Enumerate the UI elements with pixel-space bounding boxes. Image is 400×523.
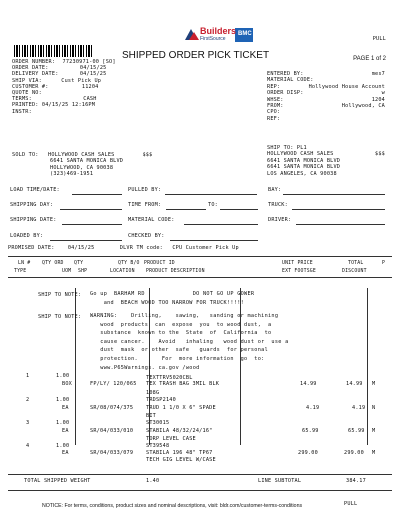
pull-label-bottom: PULL [344,501,358,507]
line-number: 1 [26,373,30,379]
line-location: SR/08/074/375 [90,405,134,411]
entered-by-label: ENTERED BY: [267,71,304,77]
to-label: TO: [208,202,218,208]
line-p: M [372,428,376,434]
line-qty: 1.00 [56,373,70,379]
checked-by-label: CHECKED BY: [128,233,165,239]
sold-to-label: SOLD TO: [12,152,39,158]
sold-to-line: (323)469-1951 [50,171,94,178]
company-logo [183,26,255,44]
line-product-id: TRDSP2140 [146,397,176,403]
ship-to-flag: $$$ [375,151,385,158]
bay-label: BAY: [268,187,282,193]
delivery-date: 04/15/25 [79,71,107,78]
line-qty: 1.00 [56,420,70,426]
instr-label: INSTR: [12,108,32,115]
line-description: STABILA 48/32/24/16" [146,428,213,434]
terms-label: TERMS: [12,96,32,103]
rep: Hollywood House Account [308,83,385,90]
col-qty-bo: QTY B/O [118,261,140,266]
printed-label: PRINTED: 04/15/25 12:16PM [12,102,96,109]
logo-brand: Builders [200,26,237,36]
line-unit-price: 299.00 [298,450,318,456]
ship-to-note-label: SHIP TO NOTE: [38,292,82,298]
col-total: TOTAL [348,261,364,266]
line-number: 2 [26,397,30,403]
promised-date-label: PROMISED DATE: [8,245,55,251]
line-unit-price: 65.99 [302,428,319,434]
header-right [267,71,385,122]
loaded-by-label: LOADED BY: [10,233,44,239]
entered-by: mes7 [371,71,385,77]
col-qty: QTY [74,261,84,266]
line-total: 65.99 [348,428,365,434]
dlvr-label: DLVR TM code: [119,245,163,251]
line-description-2: TORP LEVEL CASE [146,436,196,442]
line-p: N [372,405,376,411]
promised-row [8,245,239,251]
truck-line [292,209,385,210]
ship-via: Cust Pick Up [61,77,102,84]
table-top-rule [8,256,392,257]
line-total: 14.99 [346,381,363,387]
shipping-day-line [60,209,122,210]
col-unit-price: UNIT PRICE [282,261,313,266]
col-ext-footage: EXT FOOTSGE [282,269,316,274]
checked-by-line [170,240,258,241]
line-subtotal: 384.17 [346,478,366,484]
line-product-id: ST30015 [146,420,170,426]
line-qty: 1.00 [56,397,70,403]
line-total: 4.19 [352,405,366,411]
order-disp: w [381,90,385,97]
line-location: SR/04/033/010 [90,428,134,434]
col-product-id: PRODUCT ID [144,261,175,266]
driver-line [296,224,385,225]
header-left [12,59,116,115]
line-description-2: 108G [146,390,160,396]
line-description-2: BIT [146,413,156,419]
line-product-id: ST39548 [146,443,170,449]
line-unit-price: 14.99 [300,381,317,387]
footer-notice: NOTICE: For terms, conditions, product sizes and nominal descriptions, visit: bldr.com/customer-terms-conditions [42,503,303,509]
ship-to-name: HOLLYWOOD CASH SALES [267,151,334,158]
line-product-id: TEXTTRV5020CBL [146,375,193,381]
whse: 1204 [371,96,385,103]
line-subtotal-label: LINE SUBTOTAL [258,478,302,484]
line-p: M [372,381,376,387]
line-location: FP/LY/ 120/065 [90,381,137,387]
col-uom: UOM [62,269,72,274]
time-from-line [166,209,206,210]
line-p: M [372,450,376,456]
line-uom: BOX [62,381,72,387]
total-shipped-weight: 1.40 [146,478,160,484]
truck-label: TRUCK: [268,202,288,208]
sold-to-line: 6641 SANTA MONICA BLVD [50,158,124,165]
rep-label: REP: [267,83,281,90]
ship-to-note-label: SHIP TO NOTE: [38,314,82,320]
order-date: 04/15/25 [79,65,107,72]
from: Hollywood, CA [341,103,385,110]
shipping-day-label: SHIPPING DAY: [10,202,54,208]
line-uom: EA [62,450,69,456]
table-header [8,261,392,275]
quote-no-label: QUOTE NO: [12,90,42,97]
sold-to-block [48,152,152,178]
line-unit-price: 4.19 [306,405,320,411]
sold-to-name: HOLLYWOOD CASH SALES [48,152,115,158]
logo-badge: BMC [238,31,252,37]
whse-label: WHSE: [267,96,284,103]
cpo-label: CPO: [267,109,281,116]
driver-label: DRIVER: [268,217,292,223]
col-shp: SHP [78,269,88,274]
dlvr-code: CPU Customer Pick Up [172,245,239,251]
page-of: PAGE 1 of 2 [353,56,386,62]
material-code-field-label: MATERIAL CODE: [128,217,175,223]
from-label: FROM: [267,103,284,110]
line-description-2: TECH GIG LEVEL W/CASE [146,457,216,463]
ship-to-note-text: WARNING: Drilling, sawing, sanding or machining wood products can expose you to wood dust, a substance known to the State of California to cause cancer. Avoid inhaling wood dust or use a dust mask or other safe guards for personal protection. For more information go to: www.P65Warnings. ca.gov /wood [90,313,289,371]
bay-line [283,194,385,195]
pull-label-top: PULL [372,36,386,42]
material-code-line [184,224,258,225]
col-location: LOCATION [110,269,135,274]
col-type: TYPE [14,269,27,274]
promised-date: 04/15/25 [67,245,95,251]
table-row [0,443,400,467]
ship-to-line: LOS ANGELES, CA 90038 [267,170,337,177]
load-time-date-line [72,194,122,195]
totals-top-rule [8,474,392,475]
order-number-label: ORDER NUMBER: [12,59,56,65]
order-disp-label: ORDER DISP: [267,90,304,97]
col-p: P [382,261,386,266]
pulled-by-line [165,194,257,195]
order-date-label: ORDER DATE: [12,65,49,72]
line-total: 299.00 [344,450,364,456]
order-number: 77230971-00 [SO] [62,59,116,65]
ship-to-note-text: Go up BARHAM RD DO NOT GO UP GOWER and BEACH WOOD TOO NARROW FOR TRUCK!!!!! [90,291,255,306]
line-uom: EA [62,405,69,411]
col-ln: LN # [18,261,31,266]
line-description: TEX TRASH BAG 3MIL BLK [146,381,220,387]
line-number: 4 [26,443,30,449]
ship-via-label: SHIP VIA: [12,77,42,84]
loaded-by-line [50,240,122,241]
customer-number-label: CUSTOMER #: [12,83,49,90]
pulled-by-label: PULLED BY: [128,187,162,193]
table-header-rule [8,277,392,278]
col-description: PRODUCT DESCRIPTION [146,269,205,274]
ship-to-label: SHIP TO: PL1 [267,145,307,151]
line-description: STABILA 196 48" TP67 [146,450,213,456]
time-from-label: TIME FROM: [128,202,162,208]
sold-to-line: HOLLYWOOD, CA 90038 [50,164,114,171]
line-qty: 1.00 [56,443,70,449]
totals-bottom-rule [8,490,392,491]
to-line [220,209,258,210]
terms: CASH [83,96,97,103]
line-description: TRUD 1 1/0 X 6" SPADE [146,405,216,411]
col-discount: DISCOUNT [342,269,367,274]
sold-to-flag: $$$ [142,152,153,158]
line-number: 3 [26,420,30,426]
ship-to-block [267,145,385,177]
shipping-date-label: SHIPPING DATE: [10,217,57,223]
total-shipped-weight-label: TOTAL SHIPPED WEIGHT [24,478,91,484]
line-location: SR/04/033/079 [90,450,134,456]
line-uom: EA [62,428,69,434]
material-code-label: MATERIAL CODE: [267,77,314,84]
customer-number: 11204 [81,83,99,90]
ref-label: REF: [267,115,281,122]
shipping-date-line [62,224,122,225]
page-title: SHIPPED ORDER PICK TICKET [122,50,270,61]
ship-to-line: 6641 SANTA MONICA BLVD [267,157,341,164]
delivery-date-label: DELIVERY DATE: [12,71,59,78]
load-time-date-label: LOAD TIME/DATE: [10,187,60,193]
logo-sub: FirstSource [200,36,226,42]
ship-to-line: 6641 SANTA MONICA BLVD [267,164,341,171]
col-qty-ord: QTY ORD [42,261,64,266]
barcode [14,45,92,57]
